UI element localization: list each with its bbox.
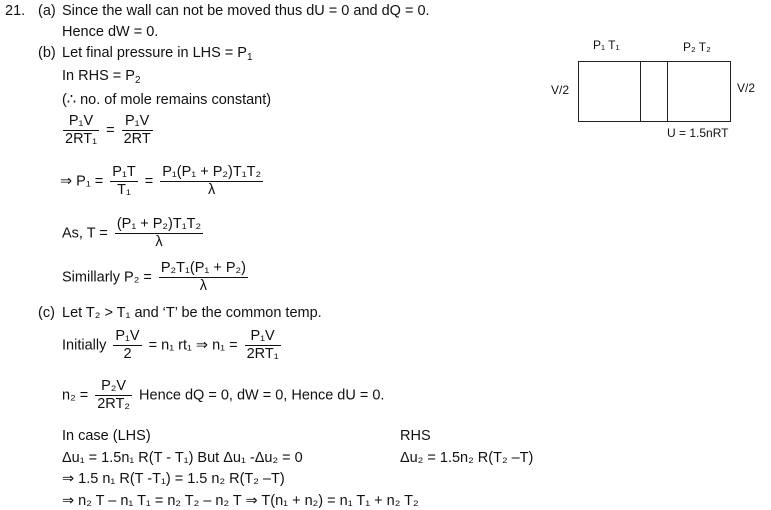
part-c-label: (c) <box>38 305 55 321</box>
rhs-energy-equation: Δu₂ = 1.5n₂ R(T₂ –T) <box>400 450 534 466</box>
rhs-heading: RHS <box>400 428 431 444</box>
fraction: $\frac{\text{(P₁ + P₂)T₁T₂}}{\lambda}$ <box>116 216 202 250</box>
fraction: $\frac{\text{P₁(P₁ + P₂)T₁T₂}}{\lambda}$ <box>162 164 262 198</box>
fraction: $\frac{\text{P₁V}}{2RT}$ <box>123 113 151 147</box>
fraction: $\frac{\text{P₂V}}{\text{2RT₂}}$ <box>97 378 130 412</box>
part-a-line2: Hence dW = 0. <box>62 24 159 40</box>
fraction: $\frac{\text{P₂T₁(P₁ + P₂)}}{\lambda}$ <box>160 260 246 294</box>
lhs-heading: In case (LHS) <box>62 428 151 444</box>
part-b-label: (b) <box>38 45 56 61</box>
lhs-energy-equation: Δu₁ = 1.5n₁ R(T - T₁) But Δu₁ -Δu₂ = 0 <box>62 450 303 466</box>
fraction: $\frac{\text{P₁V}}{2}$ <box>115 328 140 362</box>
equation-n2: n₂ = $\frac{\text{P₂V}}{\text{2RT₂}}$ Hence dQ = 0, dW = 0, Hence dU = 0. <box>62 378 385 412</box>
fraction: $\frac{\text{P₁T}}{\text{T₁}}$ <box>112 164 136 198</box>
equation-common-temp: As, T = $\frac{\text{(P₁ + P₂)T₁T₂}}{\lambda}$ <box>62 216 202 250</box>
equation-p1: ⇒ P₁ = $\frac{\text{P₁T}}{\text{T₁}}$ = $\frac{\text{P₁(P₁ + P₂)T₁T₂}}{\lambda}$ <box>60 164 262 198</box>
part-b-line3: (∴ no. of mole remains constant) <box>62 92 272 108</box>
part-b-line2: In RHS = $P_2$ <box>62 68 141 86</box>
equation-moles-balance: $\frac{\text{P₁V}}{\text{2RT₁}}$ = $\frac{\text{P₁V}}{2RT}$ <box>65 113 151 147</box>
part-c-line1: Let T₂ > T₁ and ‘T’ be the common temp. <box>62 305 322 321</box>
equation-n1: Initially $\frac{\text{P₁V}}{2}$ = n₁ rt₁ ⇒ n₁ = $\frac{\text{P₁V}}{\text{2RT₁}}$ <box>62 328 279 362</box>
equation-p2: Simillarly P₂ = $\frac{\text{P₂T₁(P₁ + P₂)}}{\lambda}$ <box>62 260 246 294</box>
left-chamber-label: P₁ T₁ <box>593 38 620 52</box>
derivation-line-b: ⇒ n₂ T – n₁ T₁ = n₂ T₂ – n₂ T ⇒ T(n₁ + n₂) = n₁ T₁ + n₂ T₂ <box>62 493 419 509</box>
part-a-line1: Since the wall can not be moved thus dU = 0 and dQ = 0. <box>62 3 430 19</box>
problem-number: 21. <box>5 3 26 19</box>
part-a-label: (a) <box>38 3 56 19</box>
right-volume-label: V/2 <box>737 81 756 95</box>
fraction: $\frac{\text{P₁V}}{\text{2RT₁}}$ <box>246 328 279 362</box>
part-b-line1: Let final pressure in LHS = $P_1$ <box>62 45 253 63</box>
right-chamber-label: P₂ T₂ <box>683 40 711 54</box>
left-volume-label: V/2 <box>551 83 570 97</box>
fraction: $\frac{\text{P₁V}}{\text{2RT₁}}$ <box>65 113 98 147</box>
partition-wall <box>640 61 668 122</box>
internal-energy-label: U = 1.5nRT <box>667 126 729 140</box>
derivation-line-a: ⇒ 1.5 n₁ R(T -T₁) = 1.5 n₂ R(T₂ –T) <box>62 471 285 487</box>
